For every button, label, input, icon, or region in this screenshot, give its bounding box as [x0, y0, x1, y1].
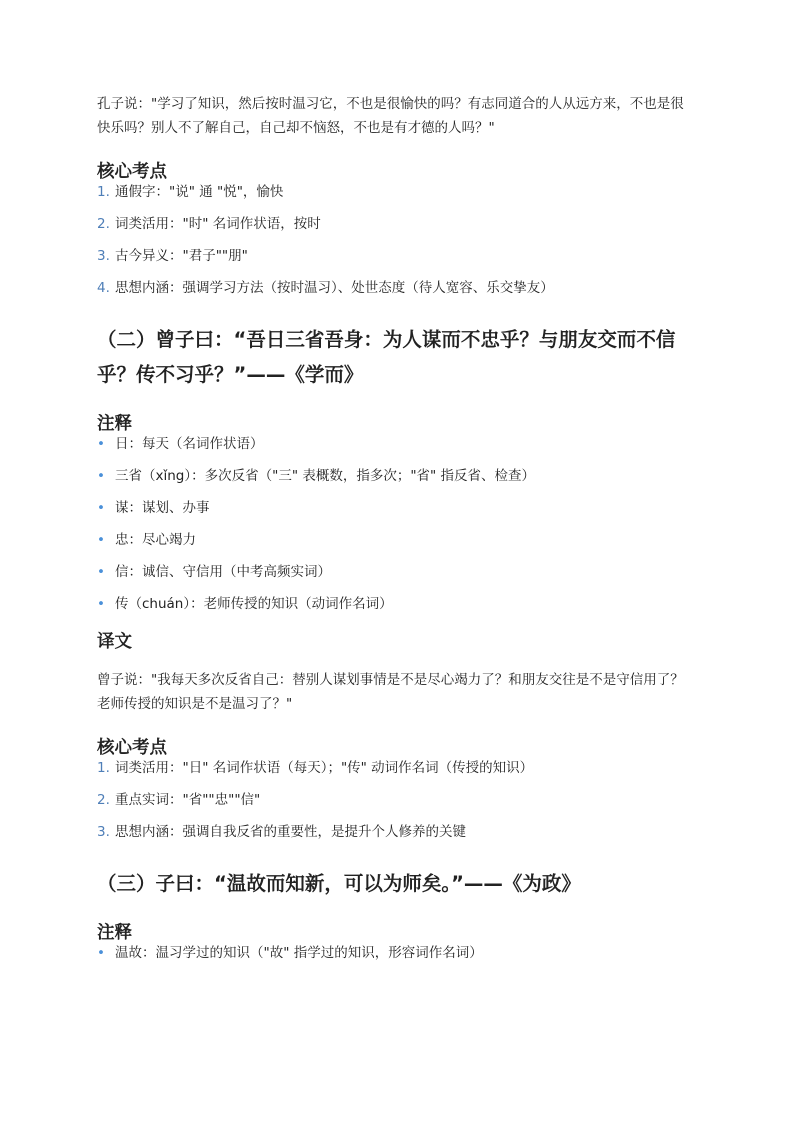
list-item-text: 词类活用："日" 名词作状语（每天）；"传" 动词作名词（传授的知识）: [115, 760, 534, 776]
list-item-text: 信：诚信、守信用（中考高频实词）: [115, 564, 331, 580]
list-item: [97, 945, 697, 977]
section2-kaodian-list: [97, 760, 697, 856]
section2-yiwen: 曾子说："我每天多次反省自己：替别人谋划事情是不是尽心竭力了？和朋友交往是不是守信用了？老师传授的知识是不是温习了？": [97, 672, 684, 712]
bullet-icon: •: [97, 468, 105, 484]
list-number: 4.: [97, 280, 110, 296]
list-item-text: 传（chuán）：老师传授的知识（动词作名词）: [115, 596, 393, 612]
bullet-icon: •: [97, 596, 105, 612]
list-item-text: 通假字："说" 通 "悦"，愉快: [115, 184, 284, 200]
list-item: [97, 792, 697, 824]
section2-kaodian-heading: 核心考点: [97, 738, 167, 758]
section2-zhushi-list: [97, 436, 697, 628]
bullet-icon: •: [97, 564, 105, 580]
section2-title: （二）曾子曰：“吾日三省吾身：为人谋而不忠乎？与朋友交而不信乎？传不习乎？”——《学而》: [97, 328, 676, 386]
section1-translation: 孔子说："学习了知识，然后按时温习它，不也是很愉快的吗？有志同道合的人从远方来，不也是很快乐吗？别人不了解自己，自己却不恼怒，不也是有才德的人吗？": [97, 96, 684, 136]
list-number: 1.: [97, 184, 110, 200]
list-number: 1.: [97, 760, 110, 776]
list-item-text: 重点实词："省""忠""信": [115, 792, 261, 808]
list-item: [97, 564, 697, 596]
list-item: [97, 216, 697, 248]
section3-title: （三）子曰：“温故而知新，可以为师矣。”——《为政》: [97, 872, 581, 895]
list-item-text: 思想内涵：强调自我反省的重要性，是提升个人修养的关键: [115, 824, 466, 840]
list-item-text: 词类活用："时" 名词作状语，按时: [115, 216, 321, 232]
section3-zhushi-heading: 注释: [97, 923, 132, 943]
list-number: 2.: [97, 792, 110, 808]
list-item: [97, 184, 697, 216]
list-number: 3.: [97, 824, 110, 840]
list-item: [97, 248, 697, 280]
section1-kaodian-list: [97, 184, 697, 312]
bullet-icon: •: [97, 532, 105, 548]
list-item-text: 温故：温习学过的知识（"故" 指学过的知识，形容词作名词）: [115, 945, 483, 961]
bullet-icon: •: [97, 436, 105, 452]
list-item-text: 三省（xǐng）：多次反省（"三" 表概数，指多次；"省" 指反省、检查）: [115, 468, 536, 484]
list-item: [97, 596, 697, 628]
list-item-text: 谋：谋划、办事: [115, 500, 210, 516]
list-item: [97, 468, 697, 500]
list-item: [97, 824, 697, 856]
bullet-icon: •: [97, 945, 105, 961]
section1-kaodian-heading: 核心考点: [97, 162, 167, 182]
section2-zhushi-heading: 注释: [97, 414, 132, 434]
section3-zhushi-list: [97, 945, 697, 977]
list-item-text: 思想内涵：强调学习方法（按时温习）、处世态度（待人宽容、乐交挚友）: [115, 280, 554, 296]
list-item: [97, 760, 697, 792]
list-item: [97, 436, 697, 468]
list-item-text: 日：每天（名词作状语）: [115, 436, 264, 452]
list-item: [97, 500, 697, 532]
list-number: 3.: [97, 248, 110, 264]
list-item-text: 古今异义："君子""朋": [115, 248, 248, 264]
bullet-icon: •: [97, 500, 105, 516]
list-item: [97, 280, 697, 312]
list-item-text: 忠：尽心竭力: [115, 532, 196, 548]
list-item: [97, 532, 697, 564]
section2-yiwen-heading: 译文: [97, 632, 132, 652]
list-number: 2.: [97, 216, 110, 232]
